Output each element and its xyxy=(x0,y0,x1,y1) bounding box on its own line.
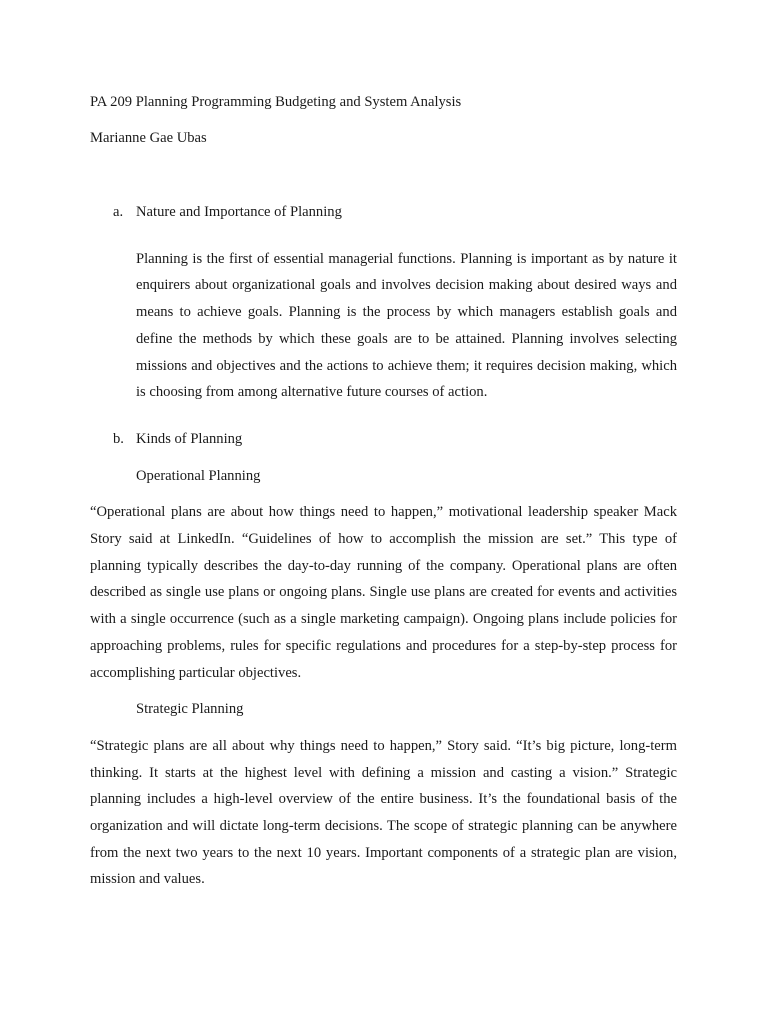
strategic-planning-heading: Strategic Planning xyxy=(136,701,244,718)
operational-planning-heading: Operational Planning xyxy=(136,467,261,484)
operational-planning-paragraph: “Operational plans are about how things need to happen,” motivational leadership speaker Mack Story said at LinkedIn. “Guidelines of how to accomplish the mission are set.” This type of planning typically describes the day-to-day running of the company. Operational plans are often described as single use plans or ongoing plans. Single use plans are created for events and activities with a single occurrence (such as a single marketing campaign). Ongoing plans include policies for approaching problems, rules for specific regulations and procedures for a step-by-step process for accomplishing particular objectives. xyxy=(90,504,677,681)
course-title: PA 209 Planning Programming Budgeting and System Analysis xyxy=(90,94,462,110)
section-a-paragraph: Planning is the first of essential managerial functions. Planning is important as by nature it enquirers about organizational goals and involves decision making about desired ways and means to achieve goals. Planning is the process by which managers establish goals and define the methods by which these goals are to be attained. Planning involves selecting missions and objectives and the actions to achieve them; it requires decision making, which is choosing from among alternative future courses of action. xyxy=(136,250,677,401)
section-a-heading-row xyxy=(90,199,677,226)
section-b-heading-row xyxy=(90,426,677,453)
section-b-heading: Kinds of Planning xyxy=(136,430,243,447)
author-name: Marianne Gae Ubas xyxy=(90,130,207,146)
section-b-marker: b. xyxy=(113,430,124,447)
section-a-marker: a. xyxy=(113,204,124,220)
section-a-heading: Nature and Importance of Planning xyxy=(136,204,342,220)
strategic-planning-paragraph: “Strategic plans are all about why things need to happen,” Story said. “It’s big picture, long-term thinking. It starts at the highest level with defining a mission and casting a vision.” Strategic planning includes a high-level overview of the entire business. It’s the foundational basis of the organization and will dictate long-term decisions. The scope of strategic planning can be anywhere from the next two years to the next 10 years. Important components of a strategic plan are vision, mission and values. xyxy=(90,737,677,888)
document-page xyxy=(90,88,677,893)
